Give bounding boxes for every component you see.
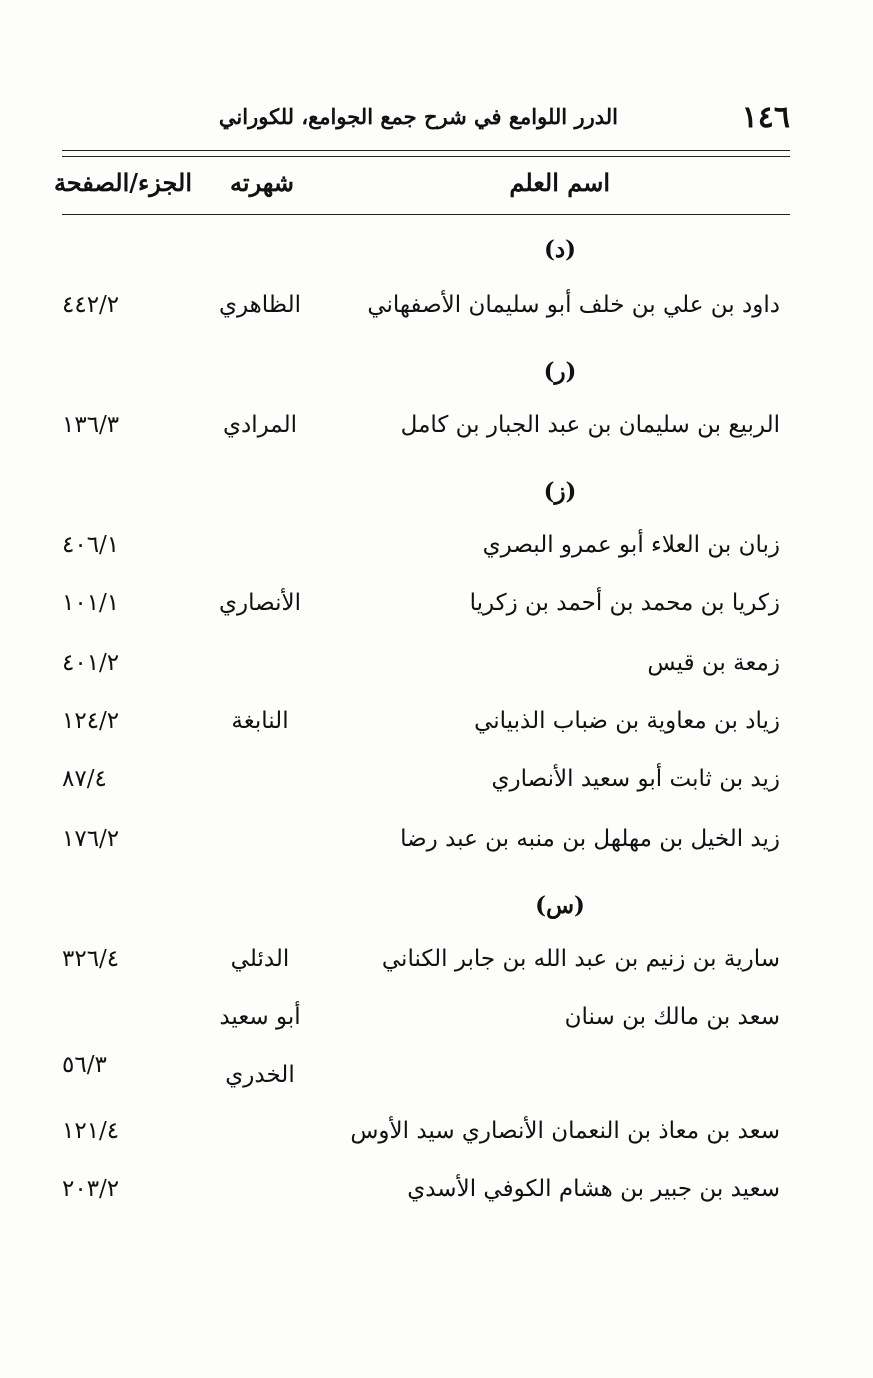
table-row bbox=[0, 826, 873, 866]
person-name: زمعة بن قيس bbox=[647, 650, 780, 676]
person-name: داود بن علي بن خلف أبو سليمان الأصفهاني bbox=[367, 292, 780, 318]
person-name: سعيد بن جبير بن هشام الكوفي الأسدي bbox=[407, 1176, 780, 1202]
volume-page-ref: ٥٦/٣ bbox=[62, 1052, 107, 1078]
header-rule-thin bbox=[62, 156, 790, 157]
volume-page-ref: ١٧٦/٢ bbox=[62, 826, 120, 852]
person-name: سعد بن مالك بن سنان bbox=[564, 1004, 780, 1030]
table-row bbox=[0, 590, 873, 630]
volume-page-ref: ٢٠٣/٢ bbox=[62, 1176, 120, 1202]
person-name: زياد بن معاوية بن ضباب الذبياني bbox=[474, 708, 780, 734]
volume-page-ref: ١٣٦/٣ bbox=[62, 412, 120, 438]
section-heading-sin: (س) bbox=[535, 892, 585, 919]
person-fame: الأنصاري bbox=[219, 590, 301, 616]
volume-page-ref: ٤٤٢/٢ bbox=[62, 292, 120, 318]
person-name: سارية بن زنيم بن عبد الله بن جابر الكناني bbox=[381, 946, 780, 972]
person-fame: النابغة bbox=[231, 708, 289, 734]
person-fame: الخدري bbox=[225, 1062, 295, 1088]
volume-page-ref: ١٠١/١ bbox=[62, 590, 120, 616]
table-row bbox=[0, 292, 873, 332]
volume-page-ref: ٤٠٦/١ bbox=[62, 532, 120, 558]
table-row bbox=[0, 650, 873, 690]
table-row bbox=[0, 766, 873, 806]
person-fame: أبو سعيد bbox=[219, 1004, 301, 1030]
person-name: زيد بن ثابت أبو سعيد الأنصاري bbox=[491, 766, 780, 792]
table-header-rule bbox=[62, 214, 790, 215]
column-header-fame: شهرته bbox=[230, 168, 294, 197]
volume-page-ref: ٤٠١/٢ bbox=[62, 650, 120, 676]
person-fame: الظاهري bbox=[218, 292, 302, 318]
table-row bbox=[0, 532, 873, 572]
column-header-name: اسم العلم bbox=[509, 168, 610, 197]
section-heading-dal: (د) bbox=[543, 236, 576, 263]
person-fame: الدئلي bbox=[230, 946, 290, 972]
table-row bbox=[0, 1004, 873, 1044]
section-heading-zay: (ز) bbox=[543, 478, 577, 505]
column-header-ref: الجزء/الصفحة bbox=[53, 168, 192, 197]
person-name: زكريا بن محمد بن أحمد بن زكريا bbox=[469, 590, 780, 616]
running-title: الدرر اللوامع في شرح جمع الجوامع، للكوراني bbox=[218, 104, 618, 129]
section-heading-ra: (ر) bbox=[543, 358, 577, 385]
table-row bbox=[0, 412, 873, 452]
volume-page-ref: ٣٢٦/٤ bbox=[62, 946, 120, 972]
volume-page-ref: ١٢١/٤ bbox=[62, 1118, 120, 1144]
person-name: الربيع بن سليمان بن عبد الجبار بن كامل bbox=[400, 412, 780, 438]
person-name: زيد الخيل بن مهلهل بن منبه بن عبد رضا bbox=[400, 826, 780, 852]
person-name: زبان بن العلاء أبو عمرو البصري bbox=[482, 532, 780, 558]
person-name: سعد بن معاذ بن النعمان الأنصاري سيد الأوس bbox=[350, 1118, 780, 1144]
page-number: ١٤٦ bbox=[741, 100, 790, 135]
volume-page-ref: ١٢٤/٢ bbox=[62, 708, 120, 734]
header-rule-thick bbox=[62, 150, 790, 151]
person-fame: المرادي bbox=[222, 412, 298, 438]
table-row bbox=[0, 1176, 873, 1216]
volume-page-ref: ٨٧/٤ bbox=[62, 766, 107, 792]
table-row-continuation bbox=[0, 1052, 873, 1098]
table-row bbox=[0, 1118, 873, 1158]
table-row bbox=[0, 708, 873, 748]
table-row bbox=[0, 946, 873, 986]
